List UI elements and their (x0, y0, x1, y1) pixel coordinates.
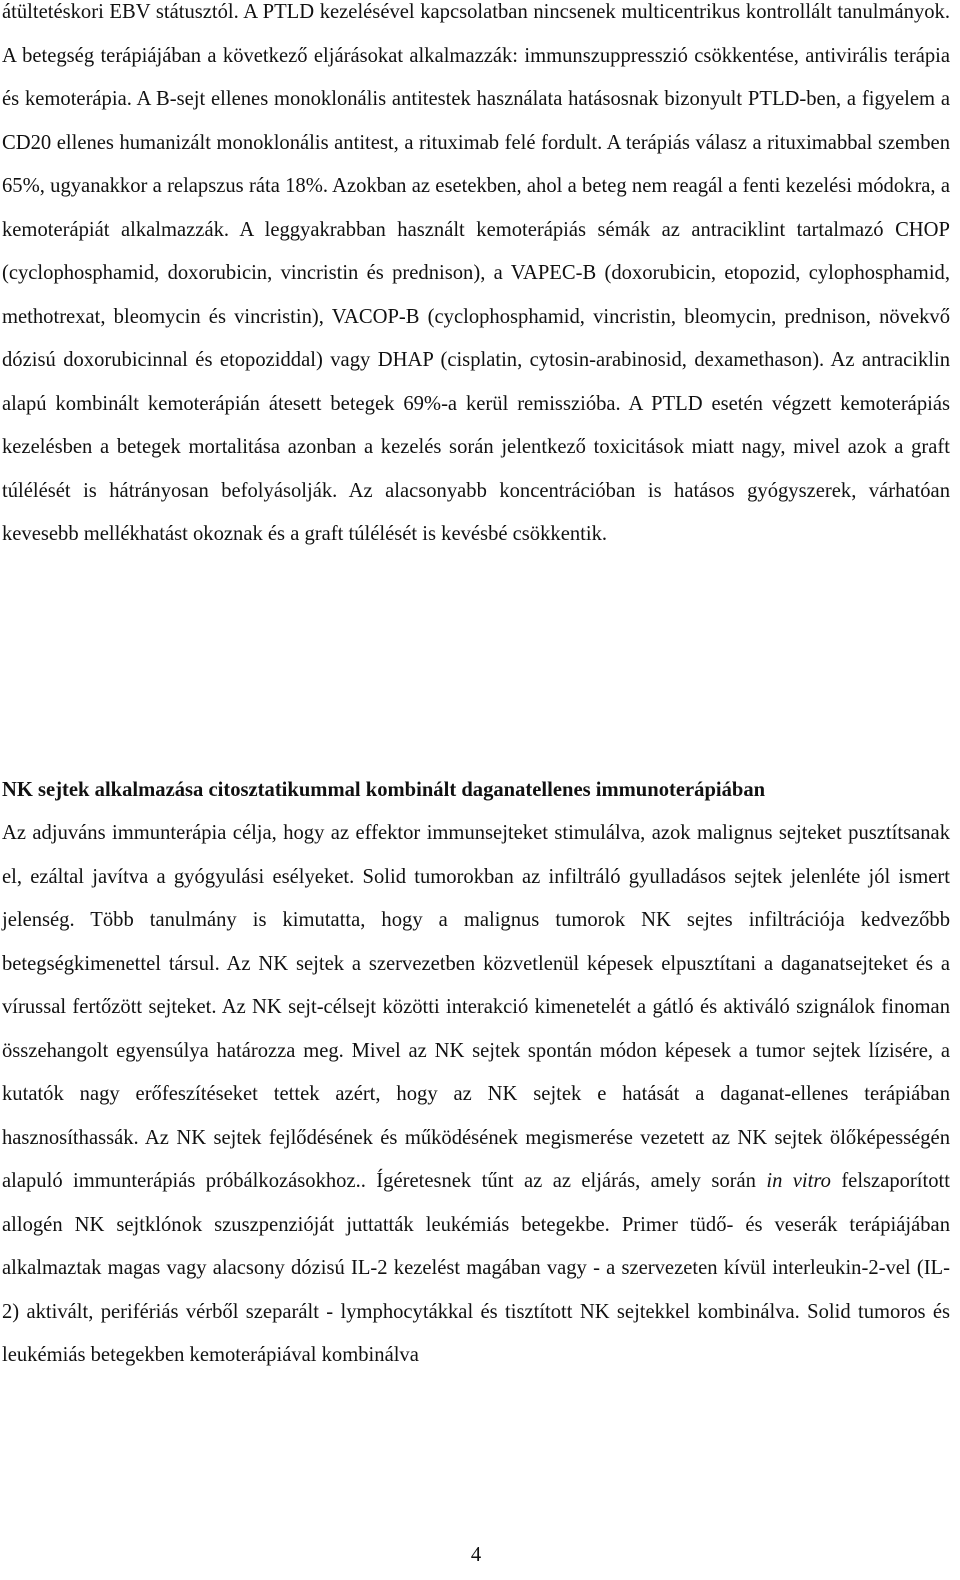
paragraph-text-part-2: felszaporított allogén NK sejtklónok szuszpenzióját juttatták leukémiás betegekbe. Primer tüdő- és veserák terápiájában alkalmaztak magas vagy alacsony dózisú IL-2 kezelést magában vagy - a szervezeten kívül interleukin-2-vel (IL-2) aktivált, perifériás vérből szeparált - lymphocytákkal és tisztított NK sejtekkel kombinálva. Solid tumoros és leukémiás betegekben kemoterápiával kombinálva (2, 1170, 950, 1366)
page-number: 4 (470, 1544, 482, 1566)
paragraph-text-part-1: Az adjuváns immunterápia célja, hogy az effektor immunsejteket stimulálva, azok malignus sejteket pusztítsanak el, ezáltal javítva a gyógyulási esélyeket. Solid tumorokban az infiltráló gyulladásos sejtek jelenléte jól ismert jelenség. Több tanulmány is kimutatta, hogy a malignus tumorok NK sejtes infiltrációja kedvezőbb betegségkimenettel társul. Az NK sejtek a szervezetben közvetlenül képesek elpusztítani a daganatsejteket és a vírussal fertőzött sejteket. Az NK sejt-célsejt közötti interakció kimenetelét a gátló és aktiváló szignálok finoman összehangolt egyensúlya határozza meg. Mivel az NK sejtek spontán módon képesek a tumor sejtek lízisére, a kutatók nagy erőfeszítéseket tettek azért, hogy az NK sejtek e hatását a daganat-ellenes terápiában hasznosíthassák. Az NK sejtek fejlődésének és működésének megismerése vezetett az NK sejtek ölőképességén alapuló immunterápiás próbálkozásokhoz.. Ígéretesnek tűnt az az eljárás, amely során (2, 822, 950, 1192)
section-heading: NK sejtek alkalmazása citosztatikummal kombinált daganatellenes immunoterápiában (2, 779, 766, 801)
body-paragraph-nk-cells (2, 812, 950, 1378)
body-paragraph-ptld-therapy: átültetéskori EBV státusztól. A PTLD kezelésével kapcsolatban nincsenek multicentrikus kontrollált tanulmányok. A betegség terápiájában a következő eljárásokat alkalmazzák: immunszuppresszió csökkentése, antivirális terápia és kemoterápia. A B-sejt ellenes monoklonális antitestek használata hatásosnak bizonyult PTLD-ben, a figyelem a CD20 ellenes humanizált monoklonális antitest, a rituximab felé fordult. A terápiás válasz a rituximabbal szemben 65%, ugyanakkor a relapszus ráta 18%. Azokban az esetekben, ahol a beteg nem reagál a fenti kezelési módokra, a kemoterápiát alkalmazzák. A leggyakrabban használt kemoterápiás sémák az antraciklint tartalmazó CHOP (cyclophosphamid, doxorubicin, vincristin és prednison), a VAPEC-B (doxorubicin, etopozid, cylophosphamid, methotrexat, bleomycin és vincristin), VACOP-B (cyclophosphamid, vincristin, bleomycin, prednison, növekvő dózisú doxorubicinnal és etopoziddal) vagy DHAP (cisplatin, cytosin-arabinosid, dexamethason). Az antraciklin alapú kombinált kemoterápián átesett betegek 69%-a kerül remisszióba. A PTLD esetén végzett kemoterápiás kezelésben a betegek mortalitása azonban a kezelés során jelentkező toxicitások miatt nagy, mivel azok a graft túlélését is hátrányosan befolyásolják. Az alacsonyabb koncentrációban is hatásos gyógyszerek, várhatóan kevesebb mellékhatást okoznak és a graft túlélését is kevésbé csökkentik. (2, 1, 950, 545)
italic-term: in vitro (766, 1170, 831, 1192)
